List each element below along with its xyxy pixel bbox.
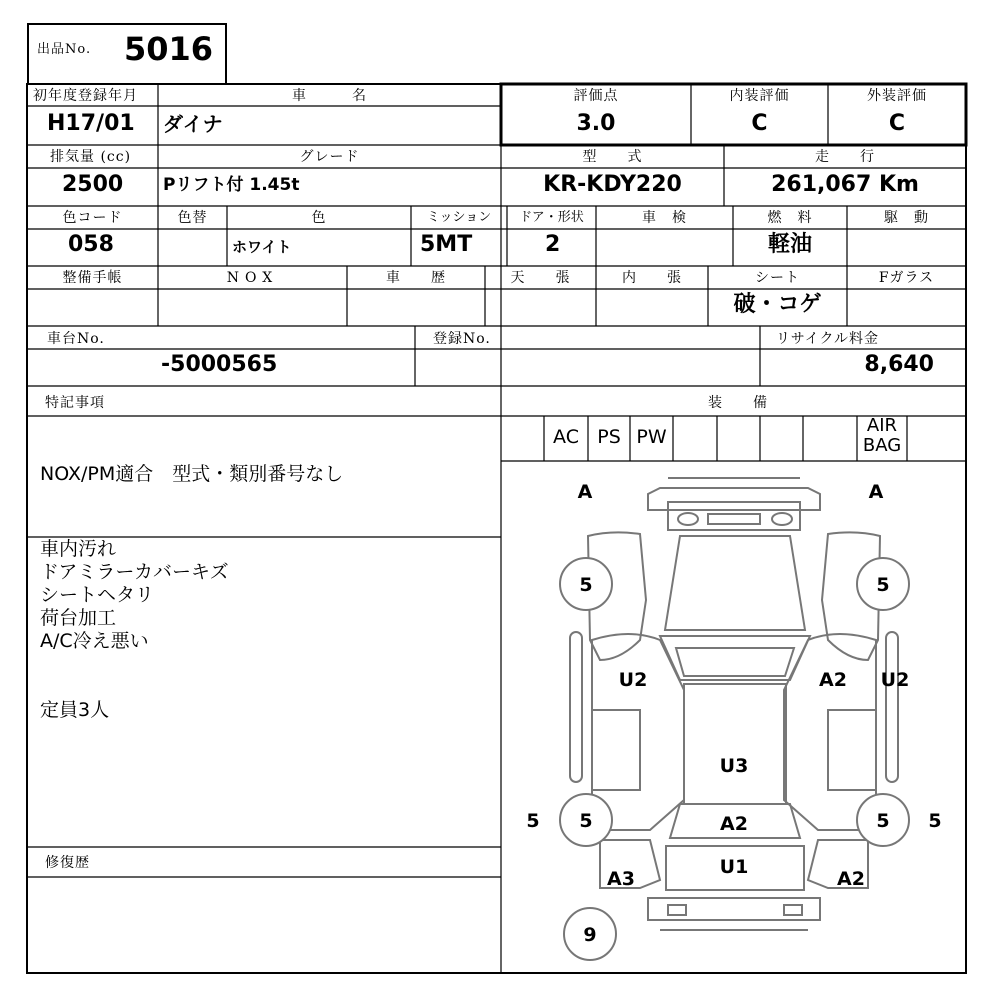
mark-front-right: A: [868, 481, 884, 503]
exterior-grade: C: [888, 111, 906, 136]
history-label: 車 歴: [386, 270, 446, 286]
score-label: 評価点: [573, 88, 619, 104]
color-label: 色: [311, 210, 327, 226]
mark-rear-left: A3: [607, 868, 635, 890]
note-line: A/C冷え悪い: [40, 630, 149, 652]
roof-lining-label: 天 張: [510, 270, 571, 286]
displacement: 2500: [62, 172, 124, 197]
displacement-label: 排気量 (cc): [50, 149, 132, 165]
grade: Pリフト付 1.45t: [163, 175, 300, 195]
model-code: KR-KDY220: [543, 172, 682, 197]
color-code-label: 色コード: [62, 210, 123, 226]
note-line: 定員3人: [40, 699, 110, 721]
mark-tire-rl-outer: 5: [526, 810, 540, 832]
mark-tire-rr-outer: 5: [928, 810, 942, 832]
equipment-label: 装 備: [708, 395, 768, 411]
chassis-number: -5000565: [161, 352, 278, 377]
fuel-label: 燃 料: [767, 210, 813, 226]
lot-number: 5016: [124, 30, 214, 68]
note-line: シートヘタリ: [40, 584, 155, 606]
mark-tire-fl: 5: [579, 574, 593, 596]
seat-condition: 破・コゲ: [733, 292, 822, 317]
seat-label: シート: [755, 270, 800, 286]
registration-label: 登録No.: [433, 331, 491, 347]
mission-label: ミッション: [426, 210, 492, 225]
note-line: 車内汚れ: [40, 538, 117, 560]
mileage-label: 走 行: [815, 149, 875, 165]
mark-cab-rear: A2: [720, 813, 748, 835]
interior-label: 内装評価: [729, 88, 790, 104]
color: ホワイト: [232, 238, 292, 256]
mark-bed: U1: [719, 856, 749, 878]
recycle-fee: 8,640: [864, 352, 934, 377]
inner-lining-label: 内 張: [622, 270, 682, 286]
first-registration: H17/01: [47, 111, 135, 136]
exterior-label: 外装評価: [867, 88, 927, 104]
service-book-label: 整備手帳: [62, 270, 123, 286]
car-name-label: 車 名: [292, 88, 367, 104]
chassis-label: 車台No.: [47, 331, 105, 347]
note-line: ドアミラーカバーキズ: [40, 561, 229, 583]
f-glass-label: Fガラス: [878, 270, 935, 286]
mark-front-left: A: [577, 481, 593, 503]
doors: 2: [545, 232, 561, 257]
note-line: 荷台加工: [40, 607, 117, 629]
mark-tire-fr: 5: [876, 574, 890, 596]
year-label: 初年度登録年月: [33, 88, 138, 104]
nox-label: NOX: [226, 270, 279, 286]
model-label: 型 式: [582, 149, 643, 165]
equip-pw: PW: [636, 426, 667, 448]
recycle-fee-label: リサイクル料金: [776, 331, 880, 347]
equip-ac: AC: [553, 426, 579, 448]
grade-label: グレード: [299, 149, 360, 165]
notes-label: 特記事項: [45, 395, 105, 411]
equip-ps: PS: [597, 426, 621, 448]
fuel: 軽油: [767, 232, 812, 257]
lot-label: 出品No.: [37, 42, 92, 57]
equip-airbag-bottom: BAG: [862, 435, 902, 456]
mark-cabin: U3: [719, 755, 749, 777]
transmission: 5MT: [420, 232, 473, 257]
equip-airbag-top: AIR: [866, 415, 898, 436]
notes-top: NOX/PM適合 型式・類別番号なし: [40, 463, 344, 485]
evaluation-score: 3.0: [576, 111, 616, 136]
repair-history-label: 修復歴: [45, 855, 90, 871]
mark-tire-rl: 5: [579, 810, 593, 832]
car-name: ダイナ: [163, 112, 223, 136]
interior-grade: C: [751, 111, 768, 136]
mark-door-right-u: U2: [880, 669, 910, 691]
mark-door-right-a: A2: [819, 669, 847, 691]
drive-label: 駆 動: [884, 210, 929, 226]
inspection-label: 車 検: [642, 210, 687, 226]
doors-label: ドア・形状: [519, 210, 584, 225]
repaint-label: 色替: [177, 210, 208, 226]
mark-spare-tire: 9: [583, 924, 597, 946]
mileage: 261,067 Km: [771, 172, 919, 197]
mark-tire-rr: 5: [876, 810, 890, 832]
mark-rear-right: A2: [837, 868, 865, 890]
vehicle-diagram: [501, 461, 966, 973]
color-code: 058: [68, 232, 114, 257]
mark-door-left: U2: [618, 669, 648, 691]
